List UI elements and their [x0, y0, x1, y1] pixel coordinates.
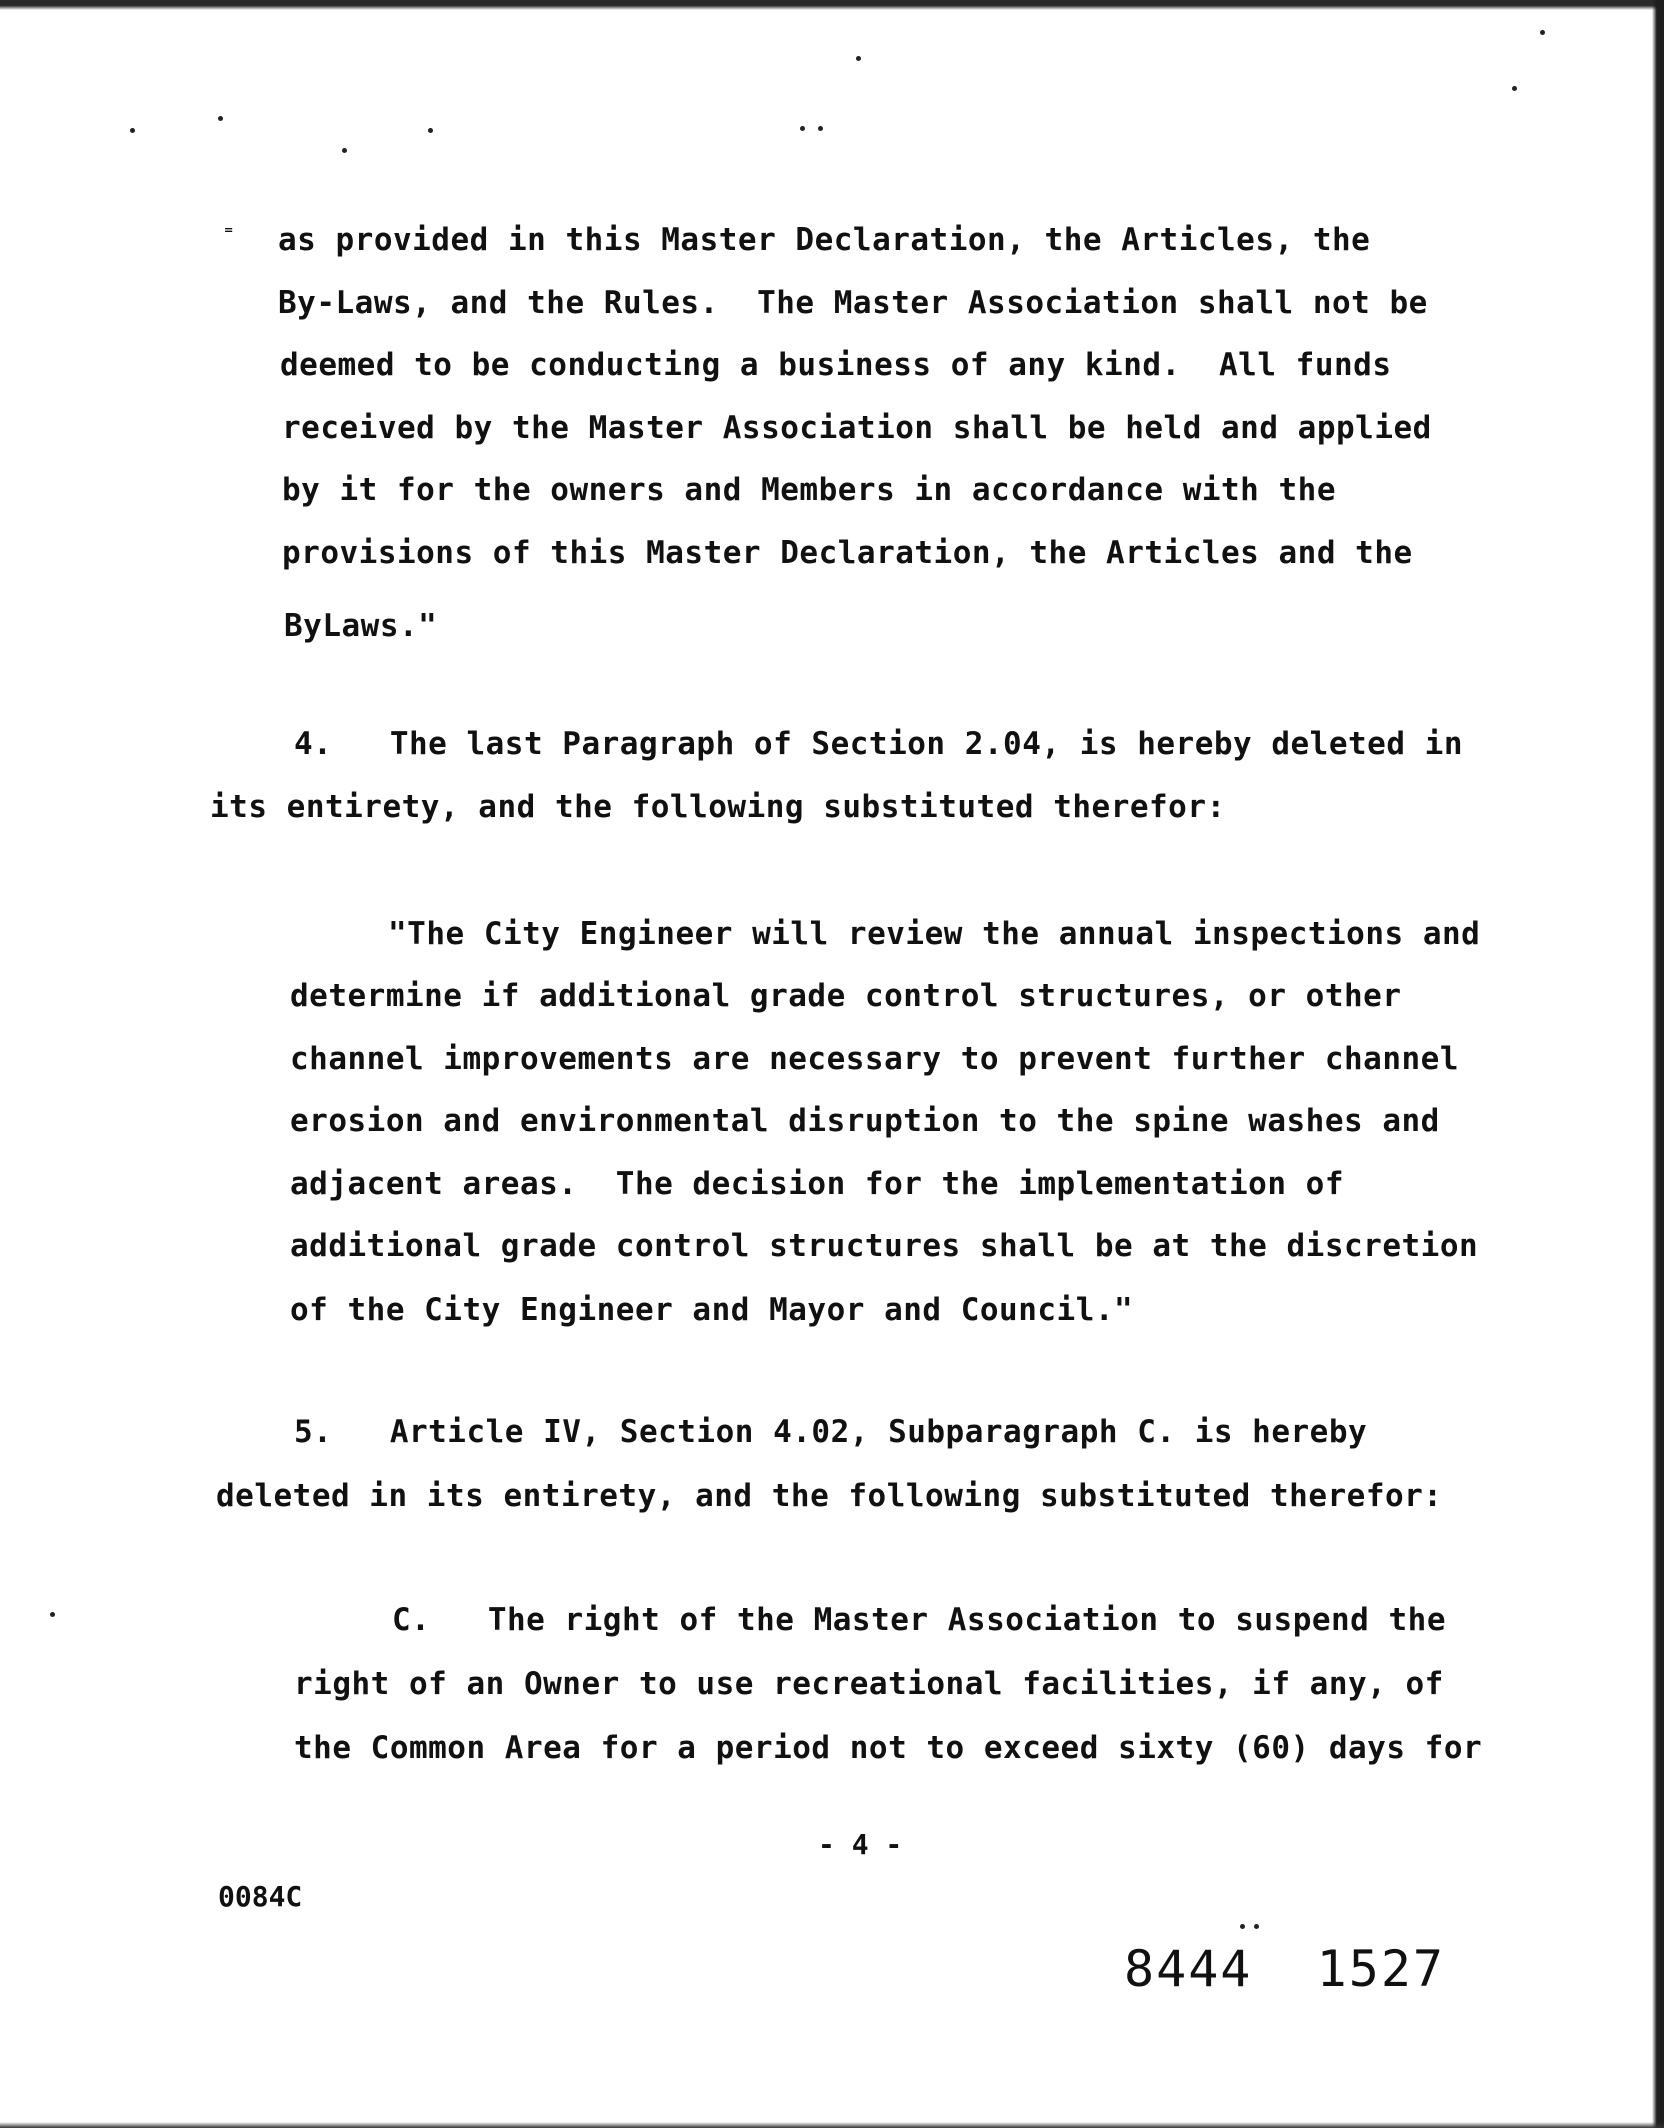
- item-c-line: right of an Owner to use recreational facilities, if any, of: [294, 1666, 1444, 1702]
- document-code: 0084C: [218, 1880, 303, 1913]
- quote-line: channel improvements are necessary to prevent further channel: [290, 1041, 1459, 1077]
- scan-speck: [50, 1612, 55, 1617]
- body-line: by it for the owners and Members in accordance with the: [282, 472, 1336, 508]
- scan-speck: [818, 126, 823, 131]
- scan-speck: [130, 128, 135, 133]
- quote-line: adjacent areas. The decision for the implementation of: [290, 1166, 1344, 1202]
- scan-speck: [218, 116, 223, 121]
- quote-line: additional grade control structures shall be at the discretion: [290, 1228, 1479, 1264]
- bates-stamp-number: 8444 1527: [1124, 1940, 1446, 1998]
- body-line: received by the Master Association shall be held and applied: [282, 410, 1432, 446]
- body-line: By-Laws, and the Rules. The Master Association shall not be: [278, 285, 1428, 321]
- scan-edge-bottom: [0, 2122, 1664, 2128]
- scan-speck: [428, 128, 433, 133]
- scan-edge-right: [1652, 0, 1664, 2128]
- item-c-line: the Common Area for a period not to exceed sixty (60) days for: [294, 1730, 1483, 1766]
- item-4-line: its entirety, and the following substituted therefor:: [210, 789, 1226, 825]
- item-5-line: deleted in its entirety, and the following substituted therefor:: [216, 1478, 1443, 1514]
- body-line: as provided in this Master Declaration, the Articles, the: [278, 222, 1371, 258]
- item-4-line: 4. The last Paragraph of Section 2.04, is hereby deleted in: [294, 726, 1463, 762]
- page-number: - 4 -: [818, 1828, 903, 1861]
- item-5-line: 5. Article IV, Section 4.02, Subparagraph C. is hereby: [294, 1414, 1368, 1450]
- margin-mark: ⁼: [222, 222, 236, 247]
- body-line: deemed to be conducting a business of any kind. All funds: [280, 347, 1392, 383]
- scan-speck: [800, 126, 805, 131]
- quote-line: determine if additional grade control structures, or other: [290, 978, 1402, 1014]
- quote-line: "The City Engineer will review the annual inspections and: [388, 916, 1481, 952]
- scan-speck: [1540, 30, 1545, 35]
- scan-speck: [1254, 1924, 1259, 1929]
- scan-edge-top: [0, 0, 1664, 10]
- quote-line: erosion and environmental disruption to the spine washes and: [290, 1103, 1440, 1139]
- scan-speck: [856, 56, 861, 61]
- scan-speck: [1240, 1924, 1245, 1929]
- scan-speck: [1512, 86, 1517, 91]
- item-c-line: C. The right of the Master Association to suspend the: [392, 1602, 1446, 1638]
- body-line: provisions of this Master Declaration, the Articles and the: [282, 535, 1413, 571]
- scan-speck: [342, 148, 347, 153]
- body-line: ByLaws.": [284, 608, 438, 644]
- quote-line: of the City Engineer and Mayor and Council.": [290, 1292, 1134, 1328]
